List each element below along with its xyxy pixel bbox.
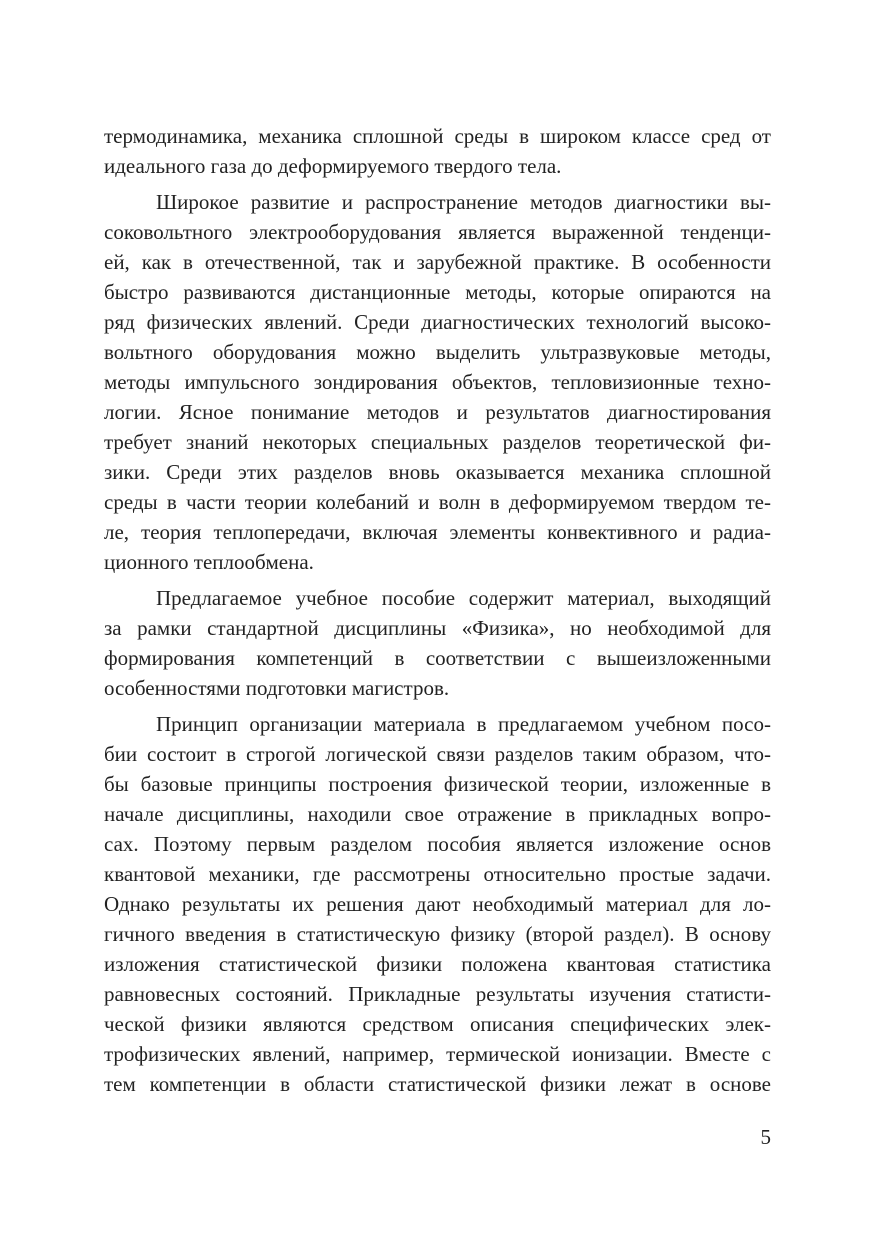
body-text — [104, 121, 771, 1105]
text-line: за рамки стандартной дисциплины «Физика», но необходимой для — [104, 616, 771, 640]
text-line: среды в части теории колебаний и волн в деформируемом твердом те- — [104, 490, 771, 514]
text-line: квантовой механики, где рассмотрены относительно простые задачи. — [104, 862, 771, 886]
text-line: изложения статистической физики положена квантовая статистика — [104, 952, 771, 976]
text-line: начале дисциплины, находили свое отражение в прикладных вопро- — [104, 802, 771, 826]
text-line: ле, теория теплопередачи, включая элементы конвективного и радиа- — [104, 520, 771, 544]
text-line: ей, как в отечественной, так и зарубежной практике. В особенности — [104, 250, 771, 274]
text-line: Предлагаемое учебное пособие содержит материал, выходящий — [156, 586, 771, 610]
text-line: требует знаний некоторых специальных разделов теоретической фи- — [104, 430, 771, 454]
text-line: термодинамика, механика сплошной среды в широком классе сред от — [104, 124, 771, 148]
text-line: ряд физических явлений. Среди диагностических технологий высоко- — [104, 310, 771, 334]
paragraph — [104, 121, 771, 181]
text-line: быстро развиваются дистанционные методы, которые опираются на — [104, 280, 771, 304]
text-line: вольтного оборудования можно выделить ультразвуковые методы, — [104, 340, 771, 364]
paragraph — [104, 709, 771, 1099]
page-number: 5 — [760, 1125, 771, 1149]
paragraph — [104, 583, 771, 703]
text-line: сах. Поэтому первым разделом пособия является изложение основ — [104, 832, 771, 856]
paragraph — [104, 187, 771, 577]
text-line: тем компетенции в области статистической физики лежат в основе — [104, 1072, 771, 1096]
text-line: методы импульсного зондирования объектов, тепловизионные техно- — [104, 370, 771, 394]
text-line: бы базовые принципы построения физической теории, изложенные в — [104, 772, 771, 796]
text-line: трофизических явлений, например, термической ионизации. Вместе с — [104, 1042, 771, 1066]
text-line: бии состоит в строгой логической связи разделов таким образом, что- — [104, 742, 771, 766]
text-line: Однако результаты их решения дают необходимый материал для ло- — [104, 892, 771, 916]
text-line: особенностями подготовки магистров. — [104, 676, 450, 700]
text-line: ческой физики являются средством описания специфических элек- — [104, 1012, 771, 1036]
text-line: логии. Ясное понимание методов и результатов диагностирования — [104, 400, 771, 424]
text-line: равновесных состояний. Прикладные результаты изучения статисти- — [104, 982, 771, 1006]
text-line: формирования компетенций в соответствии с вышеизложенными — [104, 646, 771, 670]
text-line: гичного введения в статистическую физику (второй раздел). В основу — [104, 922, 771, 946]
text-line: идеального газа до деформируемого твердого тела. — [104, 154, 562, 178]
text-line: соковольтного электрооборудования является выраженной тенденци- — [104, 220, 771, 244]
text-line: зики. Среди этих разделов вновь оказывается механика сплошной — [104, 460, 771, 484]
text-line: Широкое развитие и распространение методов диагностики вы- — [156, 190, 771, 214]
text-line: Принцип организации материала в предлагаемом учебном посо- — [156, 712, 771, 736]
text-line: ционного теплообмена. — [104, 550, 314, 574]
